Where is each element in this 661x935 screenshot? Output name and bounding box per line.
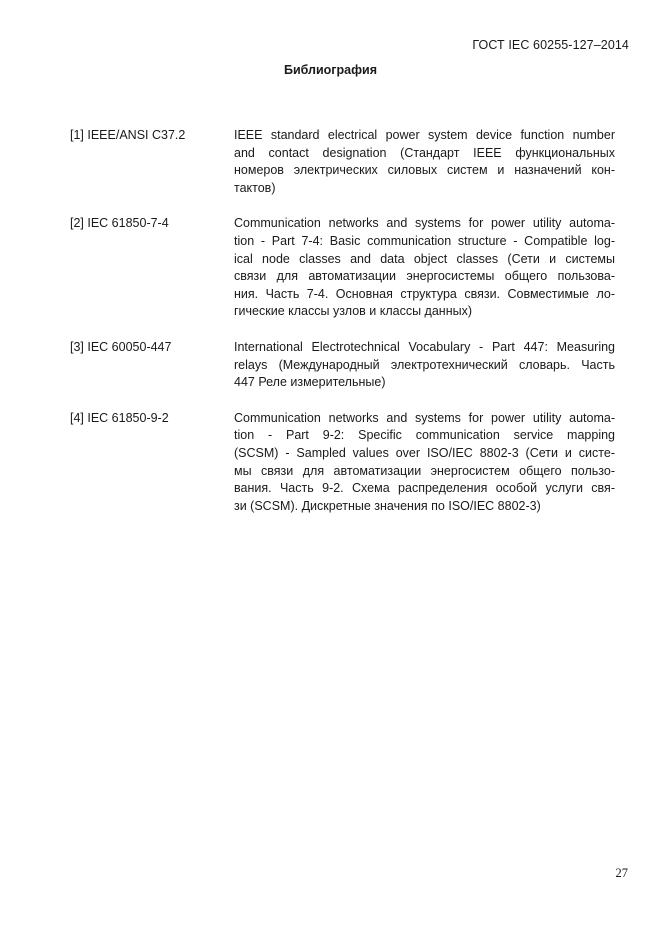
- entry-description-line: relays (Международный электротехнический словарь. Часть: [234, 357, 615, 372]
- entry-description-line: ical node classes and data object classes (Сети и системы: [234, 251, 615, 266]
- entry-description-line: ния. Часть 7-4. Основная структура связи. Совместимые ло-: [234, 286, 615, 301]
- entry-description-line: 447 Реле измерительные): [234, 375, 386, 390]
- entry-description-line: tion - Part 9-2: Specific communication service mapping: [234, 428, 615, 443]
- entry-description-line: Communication networks and systems for power utility automa-: [234, 410, 615, 425]
- bibliography-entry: [70, 339, 615, 392]
- entry-description: [234, 410, 615, 516]
- page-number: 27: [615, 866, 628, 880]
- entry-reference: [1] IEEE/ANSI C37.2: [70, 128, 186, 142]
- bibliography-entry: [70, 215, 615, 321]
- entry-description: [234, 339, 615, 392]
- entry-description-line: IEEE standard electrical power system device function number: [234, 128, 615, 142]
- section-title: Библиография: [283, 63, 378, 77]
- bibliography-list: [70, 127, 615, 533]
- entry-description-line: Communication networks and systems for power utility automa-: [234, 216, 615, 231]
- entry-description-line: номеров электрических силовых систем и назначений кон-: [234, 163, 615, 178]
- entry-description: [234, 127, 615, 197]
- entry-description-line: мы связи для автоматизации энергосистем общего пользо-: [234, 463, 615, 478]
- entry-description-line: гические классы узлов и классы данных): [234, 304, 473, 319]
- entry-description-line: tion - Part 7-4: Basic communication structure - Compatible log-: [234, 233, 615, 248]
- entry-description-line: тактов): [234, 180, 276, 195]
- bibliography-entry: [70, 127, 615, 197]
- entry-description-line: связи для автоматизации энергосистемы общего пользова-: [234, 269, 615, 284]
- entry-reference: [3] IEC 60050-447: [70, 339, 172, 354]
- entry-reference: [2] IEC 61850-7-4: [70, 216, 169, 231]
- entry-description-line: International Electrotechnical Vocabulary - Part 447: Measuring: [234, 339, 615, 354]
- entry-description-line: (SCSM) - Sampled values over ISO/IEC 8802-3 (Сети и систе-: [234, 445, 615, 460]
- document-code-header: ГОСТ IEC 60255-127–2014: [472, 38, 629, 52]
- entry-description-line: зи (SCSM). Дискретные значения по ISO/IEC 8802-3): [234, 498, 541, 513]
- bibliography-entry: [70, 410, 615, 516]
- entry-reference: [4] IEC 61850-9-2: [70, 410, 169, 425]
- entry-description: [234, 215, 615, 321]
- entry-description-line: вания. Часть 9-2. Схема распределения особой услуги свя-: [234, 481, 615, 496]
- entry-description-line: and contact designation (Стандарт IEEE функциональных: [234, 145, 615, 160]
